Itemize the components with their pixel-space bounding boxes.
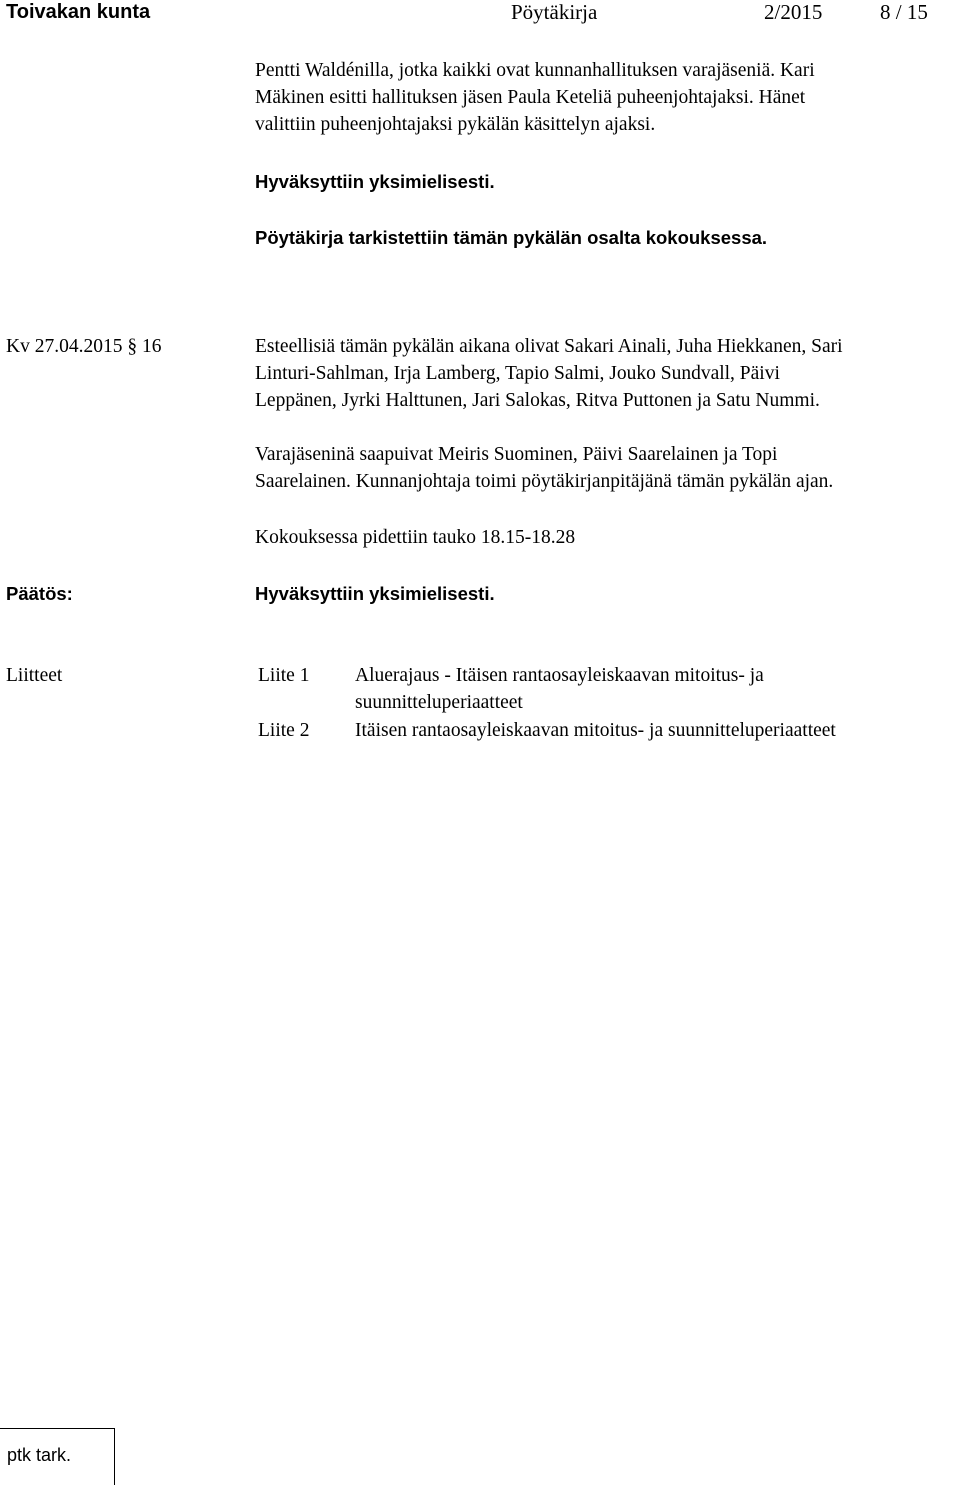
attachment-id-1: Liite 1 — [258, 665, 310, 686]
section-paragraph-1 — [255, 333, 955, 414]
attachment-title-1 — [355, 662, 955, 716]
intro-decision: Hyväksyttiin yksimielisesti. — [255, 171, 495, 192]
intro-line: Mäkinen esitti hallituksen jäsen Paula Keteliä puheenjohtajaksi. Hänet — [255, 87, 806, 108]
page-number: 8 / 15 — [880, 0, 928, 24]
attachment-title-line: Aluerajaus - Itäisen rantaosayleiskaavan mitoitus- ja — [355, 665, 764, 686]
paragraph-line: Saarelainen. Kunnanjohtaja toimi pöytäkirjanpitäjänä tämän pykälän ajan. — [255, 471, 834, 492]
organization-name: Toivakan kunta — [6, 1, 151, 23]
section-paragraph-3: Kokouksessa pidettiin tauko 18.15-18.28 — [255, 527, 576, 548]
section-paragraph-2 — [255, 441, 955, 495]
attachment-title-line: suunnitteluperiaatteet — [355, 692, 523, 713]
decision-label: Päätös: — [6, 583, 73, 604]
document-type: Pöytäkirja — [511, 0, 598, 24]
paragraph-line: Esteellisiä tämän pykälän aikana olivat Sakari Ainali, Juha Hiekkanen, Sari — [255, 336, 843, 357]
attachment-id-2: Liite 2 — [258, 720, 310, 741]
attachment-title-2: Itäisen rantaosayleiskaavan mitoitus- ja suunnitteluperiaatteet — [355, 720, 836, 741]
review-note: Pöytäkirja tarkistettiin tämän pykälän osalta kokouksessa. — [255, 227, 768, 248]
page-header — [0, 0, 960, 24]
review-stamp-box — [0, 1428, 115, 1485]
attachments-label: Liitteet — [6, 665, 63, 686]
section-label: Kv 27.04.2015 § 16 — [6, 336, 162, 357]
paragraph-line: Varajäseninä saapuivat Meiris Suominen, Päivi Saarelainen ja Topi — [255, 444, 778, 465]
paragraph-line: Leppänen, Jyrki Halttunen, Jari Salokas, Ritva Puttonen ja Satu Nummi. — [255, 390, 820, 411]
paragraph-line: Linturi-Sahlman, Irja Lamberg, Tapio Salmi, Jouko Sundvall, Päivi — [255, 363, 780, 384]
intro-line: Pentti Waldénilla, jotka kaikki ovat kunnanhallituksen varajäseniä. Kari — [255, 60, 815, 81]
decision-text: Hyväksyttiin yksimielisesti. — [255, 583, 495, 604]
document-number: 2/2015 — [764, 0, 823, 24]
review-stamp-label: ptk tark. — [7, 1445, 72, 1465]
intro-paragraph — [255, 57, 955, 138]
intro-line: valittiin puheenjohtajaksi pykälän käsittelyn ajaksi. — [255, 114, 656, 135]
